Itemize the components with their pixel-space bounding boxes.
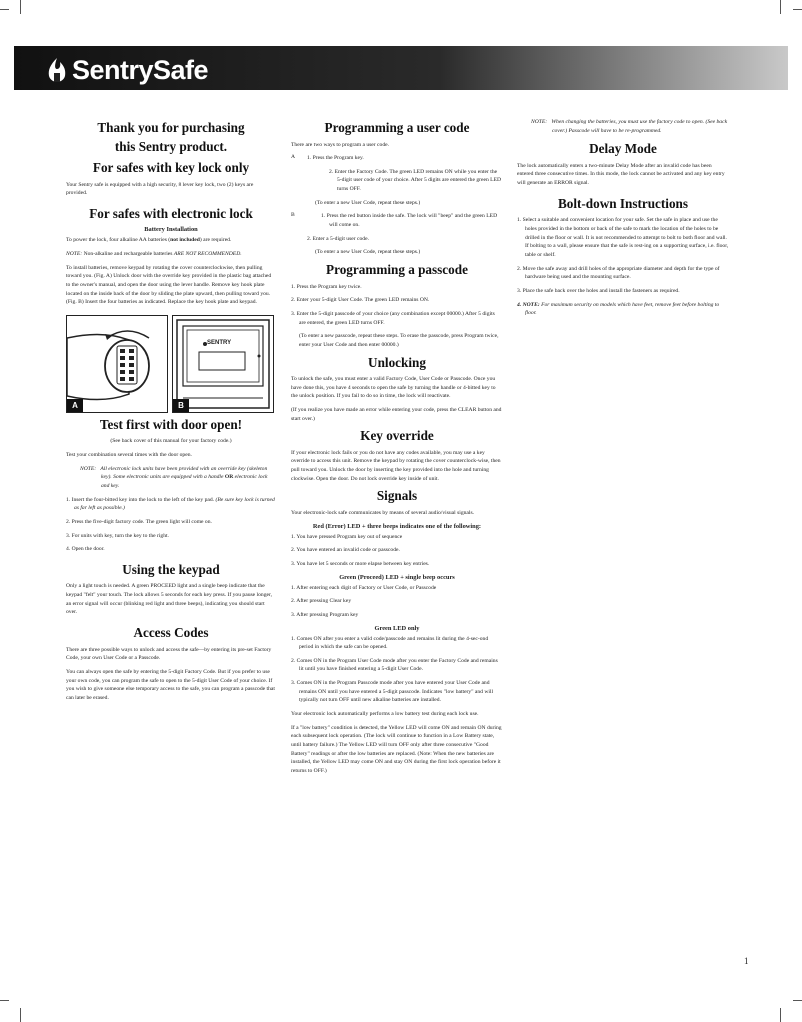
crop-mark (20, 0, 21, 14)
crop-mark (0, 1000, 9, 1001)
key-override-text: If your electronic lock fails or you do not have any codes available, you may use a key override to access this unit. Remove the keypad by rotating the cover counterclock-wise, then pull toward you. Unlock the door by inserting the key provided into the hole and turning clockwise. Open the door. Do not lock override key inside of unit. (291, 449, 501, 482)
bolt-down-heading: Bolt-down Instructions (557, 195, 689, 211)
passcode-step-3: 3. Enter the 5-digit passcode of your choice (any combination except 00000.) After 5 digits are entered, the green LED turns OFF. (291, 310, 495, 326)
unlocking-text-2: (If you realize you have made an error while entering your code, press the CLEAR button and start over.) (291, 406, 502, 422)
figure-b-battery (172, 315, 274, 413)
page-number: 1 (744, 956, 749, 966)
figures (66, 315, 276, 411)
thank-you-subtitle: this Sentry product. (114, 138, 228, 154)
method-b-note: (To enter a new User Code, repeat these steps.) (315, 249, 421, 256)
battery-installation-heading: Battery Installation (144, 226, 198, 234)
green-proceed-heading: Green (Proceed) LED + single beep occurs (339, 573, 455, 581)
green-item-3: 3. After pressing Program key (291, 611, 359, 618)
red-item-1: 1. You have pressed Program key out of sequence (291, 533, 403, 540)
battery-change-note: NOTE: When changing the batteries, you must use the factory code to open. (See back cover.) Passcode will have to be re-programmed. (531, 119, 728, 134)
keypad-text: Only a light touch is needed. A green PROCEED light and a single beep indicate that the keypad "felt" your touch. The lock allows 5 seconds for each key press. If you pause longer, an error signal will occur (blinking red light and three beeps), indicating you should start over. (66, 583, 273, 616)
method-b-step-1: 1. Press the red button inside the safe. The lock will "beep" and the green LED will come on. (321, 213, 498, 229)
method-a-label: A (291, 154, 296, 161)
bolt-step-1: 1. Select a suitable and convenient location for your safe. Set the safe in place and use the holes provided in the bottom or back of the safe to mark the location of the holes to be drilled in the floor or wall. It is not recommended to attempt to bolt to both floor and wall. If bolting to a wall, please ensure that the safe is rest-ing on a supporting surface, i.e. floor, table or shelf. (517, 217, 729, 258)
column-middle (291, 118, 503, 781)
brand-wordmark: SentrySafe (72, 54, 209, 85)
keypad-heading: Using the keypad (122, 561, 220, 577)
crop-mark (793, 9, 802, 10)
battery-test-text: Your electronic lock automatically performs a low battery test during each lock use. (291, 711, 479, 718)
figure-a-keypad (66, 315, 168, 413)
bolt-step-3: 3. Place the safe back over the holes and install the fasteners as required. (517, 287, 680, 294)
figure-label-b: B (173, 399, 189, 412)
battery-note: NOTE: Non-alkaline and rechargeable batteries ARE NOT RECOMMENDED. (66, 250, 242, 257)
method-a-note: (To enter a new User Code, repeat these steps.) (315, 199, 421, 206)
sentry-flame-icon (46, 57, 68, 83)
delay-mode-heading: Delay Mode (589, 141, 657, 157)
access-codes-heading: Access Codes (133, 625, 209, 641)
test-text: Test your combination several times with the door open. (66, 452, 192, 459)
green-item-2: 2. After pressing Clear key (291, 598, 352, 605)
green-only-heading: Green LED only (374, 624, 420, 632)
green-only-item-1: 1. Comes ON after you enter a valid code/passcode and remains lit during the 4-sec-ond period in which the safe can be opened. (291, 635, 489, 651)
method-a-step-2: 2. Enter the Factory Code. The green LED remains ON while you enter the 5-digit user code of your choice. After 5 digits are entered the green LED turns OFF. (329, 168, 502, 193)
signals-heading: Signals (376, 488, 418, 504)
access-text-1: There are three possible ways to unlock and access the safe—by entering its pre-set Factory Code, your own User Code or a Passcode. (66, 646, 272, 662)
red-item-3: 3. You have let 5 seconds or more elapse between key entries. (291, 560, 430, 567)
test-subtitle: (See back cover of this manual for your factory code.) (110, 438, 232, 445)
passcode-step-1: 1. Press the Program key twice. (291, 283, 362, 290)
brand-logo (46, 52, 208, 88)
crop-mark (780, 1008, 781, 1022)
bolt-step-2: 2. Move the safe away and drill holes of the appropriate diameter and depth for the type of hardware being used and the mounting surface. (517, 265, 720, 281)
unlocking-text-1: To unlock the safe, you must enter a valid Factory Code, User Code or Passcode. Once you have done this, you have 4 seconds to open the safe by turning the handle or 4-bitted key to the unlock position. If you fail to do so in time, the lock will reactivate. (291, 376, 496, 400)
access-text-2: You can always open the safe by entering the 5-digit Factory Code. But if you prefer to use your own code, you can program the safe to open to the 5-digit User Code of your choice. If you wish to give someone else temporary access to the safe, you can program a passcode that can later be erased. (66, 668, 275, 701)
green-only-item-3: 3. Comes ON in the Program Passcode mode after you have entered your User Code and remains ON until you have entered a 5-digit passcode. Indicates "low battery" and will typically not turn OFF until new alkaline batteries are installed. (291, 680, 494, 704)
red-item-2: 2. You have entered an invalid code or passcode. (291, 547, 400, 554)
method-b-label: B (291, 212, 295, 219)
thank-you-title: Thank you for purchasing (97, 120, 245, 135)
bolt-step-4: 4. NOTE: For maximum security on models which have feet, remove feet before bolting to floor. (517, 301, 720, 317)
method-a (291, 154, 503, 207)
test-step-4: 4. Open the door. (66, 546, 105, 553)
method-b-step-2: 2. Enter a 5-digit user code. (307, 235, 369, 242)
passcode-heading: Programming a passcode (326, 262, 468, 278)
crop-mark (0, 9, 9, 10)
test-note: NOTE: All electronic lock units have been provided with an override key (skeleton key). Some electronic units are equipped with a handle OR electronic lock and key. (80, 465, 268, 490)
crop-mark (780, 0, 781, 14)
column-right (517, 118, 729, 323)
install-text: To install batteries, remove keypad by rotating the cover counterclockwise, then pulling toward you. (Fig. A) Unlock door with the override key provided in the plastic bag attached to the owner's manual, and open the door using the lever handle. Remove key hook plate located on the inside back of the door by sliding the plate upward, then pulling toward you. (Fig. B) Insert the four batteries as indicated. Replace the key hook plate and keypad. (66, 264, 272, 306)
test-step-1: 1. Insert the four-bitted key into the lock to the left of the key pad. (Be sure key lock is turned as far left as possible.) (66, 496, 275, 512)
method-b (291, 212, 503, 257)
low-battery-text: If a "low battery" condition is detected, the Yellow LED will come ON and remain ON during each subsequent lock operation. (The lock will continue to function in a Low Battery state, until battery failure.) The Yellow LED will turn OFF only after three consecutive "Good Battery" readings or after the low batteries are replaced. (Note: When the new batteries are installed, the Yellow LED may come ON and stay ON during the first lock operation before it returns to OFF.) (291, 724, 502, 775)
method-a-step-1: 1. Press the Program key. (307, 155, 364, 162)
delay-mode-text: The lock automatically enters a two-minute Delay Mode after an invalid code has been entered three consecutive times. In this mode, the lock cannot be activated and any key entry will generate an ERROR signal. (517, 162, 725, 187)
green-only-item-2: 2. Comes ON in the Program User Code mode after you enter the Factory Code and remains lit until you have finished entering a 5-digit User Code. (291, 657, 498, 673)
figure-label-a: A (67, 399, 83, 412)
battery-text: To power the lock, four alkaline AA batteries (not included) are required. (66, 237, 232, 244)
key-hook-plate-illustration (173, 316, 273, 412)
user-code-intro: There are two ways to program a user code. (291, 141, 390, 148)
crop-mark (20, 1008, 21, 1022)
keylock-text: Your Sentry safe is equipped with a high security, 8 lever key lock, two (2) keys are provided. (66, 181, 254, 197)
keylock-heading: For safes with key lock only (92, 160, 250, 175)
test-heading: Test first with door open! (99, 416, 243, 432)
red-led-heading: Red (Error) LED + three beeps indicates one of the following: (312, 522, 482, 530)
unlocking-heading: Unlocking (368, 354, 426, 370)
key-override-heading: Key override (360, 428, 434, 444)
user-code-heading: Programming a user code (324, 120, 470, 135)
green-item-1: 1. After entering each digit of Factory or User Code, or Passcode (291, 584, 437, 591)
column-left (66, 118, 276, 708)
crop-mark (793, 1000, 802, 1001)
passcode-note: (To enter a new passcode, repeat these steps. To erase the passcode, press Program twice, enter your User Code and then enter 00000.) (299, 333, 499, 348)
test-step-3: 3. For units with key, turn the key to the right. (66, 532, 169, 539)
passcode-step-2: 2. Enter your 5-digit User Code. The green LED remains ON. (291, 297, 430, 304)
test-step-2: 2. Press the five-digit factory code. The green light will come on. (66, 519, 212, 525)
electronic-lock-heading: For safes with electronic lock (89, 205, 253, 221)
signals-intro: Your electronic-lock safe communicates by means of several audio/visual signals. (291, 509, 475, 516)
figure-b-sentry-logo: SENTRY (207, 339, 232, 346)
keypad-illustration (67, 316, 167, 412)
